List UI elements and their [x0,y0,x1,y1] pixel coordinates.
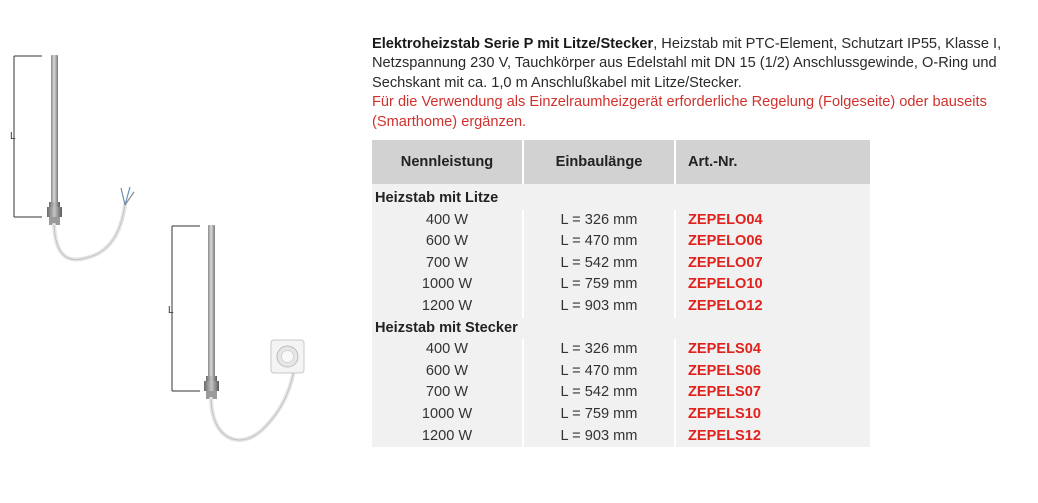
dimension-bracket-1 [10,56,42,217]
length-cell: L = 759 mm [524,274,676,296]
article-cell: ZEPELS04 [676,339,870,361]
article-cell: ZEPELO12 [676,296,870,318]
article-cell: ZEPELO06 [676,231,870,253]
article-cell: ZEPELS10 [676,404,870,426]
table-row [372,296,870,318]
table-row [372,231,870,253]
header-einbaulaenge: Einbaulänge [524,140,676,184]
dimension-label-1: L [10,131,16,142]
power-cell: 1200 W [372,296,524,318]
table-row [372,361,870,383]
article-cell: ZEPELO10 [676,274,870,296]
header-nennleistung: Nennleistung [372,140,524,184]
wall-socket-icon [271,340,304,373]
group-title: Heizstab mit Litze [372,184,870,210]
spec-table-header [372,140,870,184]
power-cell: 1200 W [372,426,524,448]
length-cell: L = 903 mm [524,296,676,318]
group-row-litze [372,184,870,210]
dimension-label-2: L [168,305,174,316]
power-cell: 1000 W [372,274,524,296]
power-cell: 400 W [372,339,524,361]
product-description [372,35,1036,132]
table-row [372,253,870,275]
table-row [372,382,870,404]
length-cell: L = 903 mm [524,426,676,448]
length-cell: L = 759 mm [524,404,676,426]
heating-rod-with-wires-icon [47,55,134,260]
article-cell: ZEPELO04 [676,210,870,232]
power-cell: 600 W [372,361,524,383]
length-cell: L = 326 mm [524,210,676,232]
length-cell: L = 542 mm [524,382,676,404]
table-row [372,339,870,361]
group-title: Heizstab mit Stecker [372,318,870,340]
product-illustration [0,0,360,503]
table-row [372,274,870,296]
length-cell: L = 470 mm [524,231,676,253]
table-row [372,210,870,232]
power-cell: 700 W [372,382,524,404]
product-note: Für die Verwendung als Einzelraumheizgerät erforderliche Regelung (Folgeseite) oder bauseits (Smarthome) ergänzen. [372,94,987,130]
product-title: Elektroheizstab Serie P mit Litze/Stecker [372,36,654,52]
power-cell: 1000 W [372,404,524,426]
group-row-stecker [372,318,870,340]
table-row [372,426,870,448]
dimension-bracket-2 [168,226,200,391]
power-cell: 600 W [372,231,524,253]
length-cell: L = 326 mm [524,339,676,361]
table-row [372,404,870,426]
length-cell: L = 470 mm [524,361,676,383]
product-description-text: , Heizstab mit PTC-Element, Schutzart IP55, Klasse I, Netzspannung 230 V, Tauchkörper aus Edelstahl mit DN 15 (1/2) Anschlussgewinde, O-Ring und Sechskant mit ca. 1,0 m Anschlußkabel mit Litze/Stecker. [372,36,1002,91]
heating-rod-with-plug-icon [204,225,294,440]
length-cell: L = 542 mm [524,253,676,275]
article-cell: ZEPELS12 [676,426,870,448]
article-cell: ZEPELO07 [676,253,870,275]
article-cell: ZEPELS06 [676,361,870,383]
article-cell: ZEPELS07 [676,382,870,404]
spec-table [372,140,870,447]
power-cell: 700 W [372,253,524,275]
power-cell: 400 W [372,210,524,232]
header-art-nr: Art.-Nr. [676,140,870,184]
